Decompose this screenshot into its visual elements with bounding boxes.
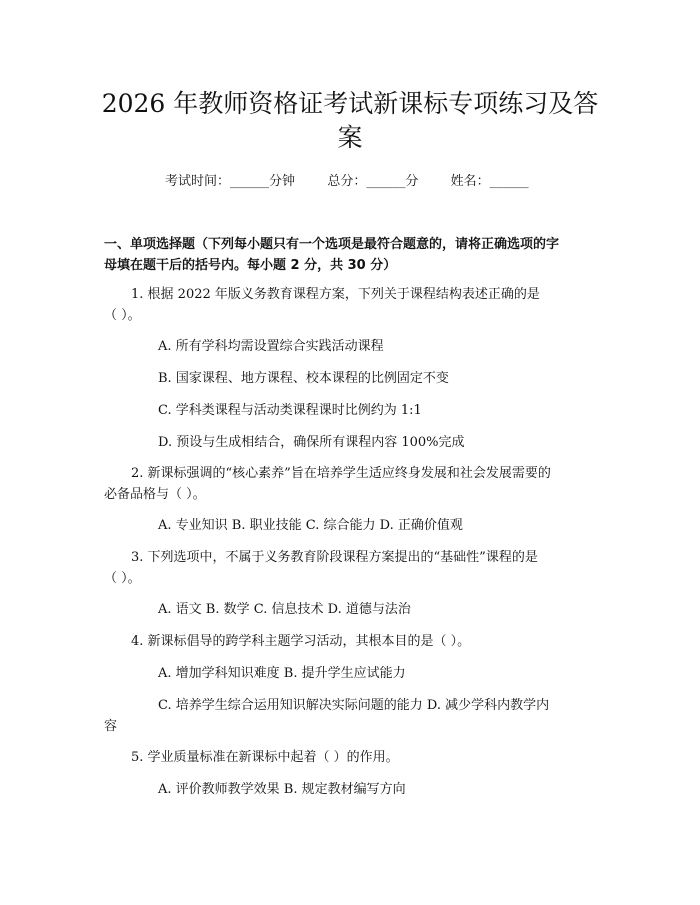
question-4-options-cd: C. 培养学生综合运用知识解决实际问题的能力 D. 减少学科内教学内 [158, 698, 550, 713]
question-1-line-1: 1. 根据 2022 年版义务教育课程方案，下列关于课程结构表述正确的是 [131, 287, 540, 302]
name-blank: ______ [489, 174, 529, 189]
time-label: 考试时间： [165, 174, 231, 189]
question-5-line-1: 5. 学业质量标准在新课标中起着（ ）的作用。 [131, 750, 399, 765]
question-4-options-ab: A. 增加学科知识难度 B. 提升学生应试能力 [158, 666, 406, 681]
question-2-line-2: 必备品格与（ ）。 [104, 487, 206, 502]
question-1-option-b: B. 国家课程、地方课程、校本课程的比例固定不变 [158, 371, 449, 386]
name-label: 姓名： [450, 174, 490, 189]
question-3-line-1: 3. 下列选项中，不属于义务教育阶段课程方案提出的“基础性”课程的是 [131, 550, 538, 565]
section-heading-line-2: 母填在题干后的括号内。每小题 2 分，共 30 分） [104, 258, 397, 273]
score-blank: ______ [366, 174, 406, 189]
question-2-options: A. 专业知识 B. 职业技能 C. 综合能力 D. 正确价值观 [158, 518, 463, 533]
time-blank: ______ [230, 174, 270, 189]
score-unit: 分 [405, 174, 419, 189]
question-5-options-ab: A. 评价教师教学效果 B. 规定教材编写方向 [158, 782, 406, 797]
exam-meta [165, 170, 529, 189]
document-title-line-1: 2026 年教师资格证考试新课标专项练习及答 [101, 89, 599, 118]
question-1-line-2: （ ）。 [104, 308, 141, 323]
section-heading-line-1: 一、单项选择题（下列每小题只有一个选项是最符合题意的，请将正确选项的字 [104, 237, 560, 252]
question-3-options: A. 语文 B. 数学 C. 信息技术 D. 道德与法治 [158, 602, 411, 617]
question-1-option-a: A. 所有学科均需设置综合实践活动课程 [158, 339, 384, 354]
score-label: 总分： [327, 174, 367, 189]
question-2-line-1: 2. 新课标强调的“核心素养”旨在培养学生适应终身发展和社会发展需要的 [131, 466, 551, 481]
question-4-options-wrap: 容 [104, 719, 118, 734]
question-1-option-c: C. 学科类课程与活动类课程课时比例约为 1:1 [158, 403, 422, 418]
document-title-line-2: 案 [337, 123, 363, 152]
question-1-option-d: D. 预设与生成相结合，确保所有课程内容 100%完成 [158, 435, 465, 450]
time-unit: 分钟 [269, 174, 296, 189]
question-3-line-2: （ ）。 [104, 571, 141, 586]
question-4-line-1: 4. 新课标倡导的跨学科主题学习活动，其根本目的是（ ）。 [131, 634, 471, 649]
